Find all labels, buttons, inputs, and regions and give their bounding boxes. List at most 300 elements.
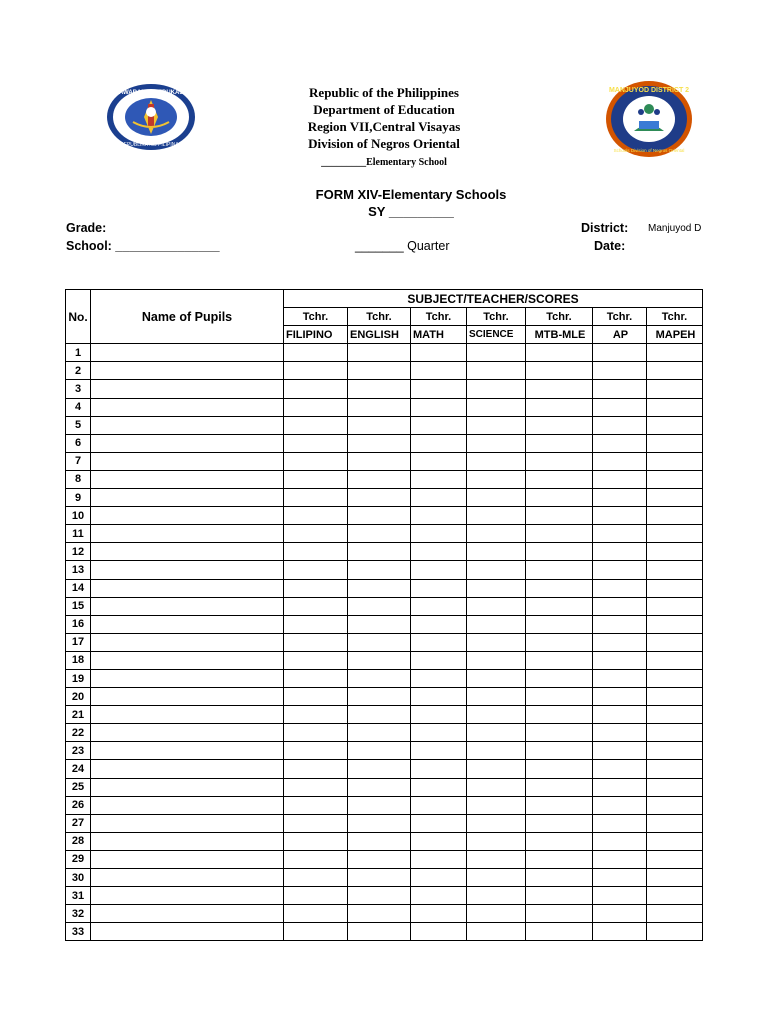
table-row bbox=[66, 615, 703, 633]
score-cell[interactable] bbox=[411, 706, 467, 724]
score-cell[interactable] bbox=[467, 362, 526, 380]
score-cell[interactable] bbox=[411, 543, 467, 561]
score-cell[interactable] bbox=[411, 778, 467, 796]
score-cell[interactable] bbox=[593, 507, 647, 525]
score-cell[interactable] bbox=[593, 362, 647, 380]
score-cell[interactable] bbox=[526, 434, 593, 452]
score-cell[interactable] bbox=[526, 706, 593, 724]
pupil-name-cell[interactable] bbox=[91, 651, 284, 669]
score-cell[interactable] bbox=[593, 344, 647, 362]
score-cell[interactable] bbox=[467, 470, 526, 488]
score-cell[interactable] bbox=[348, 796, 411, 814]
score-cell[interactable] bbox=[467, 760, 526, 778]
score-cell[interactable] bbox=[348, 887, 411, 905]
score-cell[interactable] bbox=[593, 869, 647, 887]
letterhead-republic: Republic of the Philippines bbox=[309, 85, 459, 100]
score-cell[interactable] bbox=[526, 688, 593, 706]
no-header: No. bbox=[66, 290, 91, 344]
score-cell[interactable] bbox=[593, 850, 647, 868]
score-cell[interactable] bbox=[593, 669, 647, 687]
score-cell[interactable] bbox=[526, 923, 593, 941]
score-cell[interactable] bbox=[284, 398, 348, 416]
score-cell[interactable] bbox=[467, 380, 526, 398]
table-row bbox=[66, 688, 703, 706]
score-cell[interactable] bbox=[348, 543, 411, 561]
score-cell[interactable] bbox=[411, 507, 467, 525]
pupil-name-cell[interactable] bbox=[91, 579, 284, 597]
score-cell[interactable] bbox=[348, 651, 411, 669]
score-cell[interactable] bbox=[467, 398, 526, 416]
score-cell[interactable] bbox=[467, 778, 526, 796]
score-cell[interactable] bbox=[526, 489, 593, 507]
score-cell[interactable] bbox=[467, 525, 526, 543]
score-cell[interactable] bbox=[467, 669, 526, 687]
score-cell[interactable] bbox=[348, 380, 411, 398]
pupil-name-cell[interactable] bbox=[91, 507, 284, 525]
score-cell[interactable] bbox=[467, 489, 526, 507]
score-cell[interactable] bbox=[593, 452, 647, 470]
score-cell[interactable] bbox=[526, 905, 593, 923]
score-cell[interactable] bbox=[348, 760, 411, 778]
score-cell[interactable] bbox=[647, 452, 703, 470]
score-cell[interactable] bbox=[647, 434, 703, 452]
score-cell[interactable] bbox=[593, 398, 647, 416]
district-value: Manjuyod D bbox=[648, 223, 702, 234]
score-cell[interactable] bbox=[284, 905, 348, 923]
score-cell[interactable] bbox=[526, 814, 593, 832]
score-cell[interactable] bbox=[348, 561, 411, 579]
score-cell[interactable] bbox=[647, 778, 703, 796]
score-cell[interactable] bbox=[348, 832, 411, 850]
score-cell[interactable] bbox=[284, 344, 348, 362]
row-number: 23 bbox=[66, 742, 91, 760]
score-cell[interactable] bbox=[647, 887, 703, 905]
score-cell[interactable] bbox=[348, 778, 411, 796]
score-cell[interactable] bbox=[411, 615, 467, 633]
score-cell[interactable] bbox=[348, 344, 411, 362]
score-cell[interactable] bbox=[526, 669, 593, 687]
score-cell[interactable] bbox=[593, 489, 647, 507]
score-cell[interactable] bbox=[647, 633, 703, 651]
score-cell[interactable] bbox=[647, 669, 703, 687]
score-cell[interactable] bbox=[284, 796, 348, 814]
pupil-name-cell[interactable] bbox=[91, 597, 284, 615]
score-cell[interactable] bbox=[526, 778, 593, 796]
score-cell[interactable] bbox=[593, 597, 647, 615]
score-cell[interactable] bbox=[526, 887, 593, 905]
score-cell[interactable] bbox=[284, 380, 348, 398]
score-cell[interactable] bbox=[348, 905, 411, 923]
score-cell[interactable] bbox=[348, 923, 411, 941]
score-cell[interactable] bbox=[284, 669, 348, 687]
score-cell[interactable] bbox=[411, 398, 467, 416]
pupil-name-cell[interactable] bbox=[91, 434, 284, 452]
score-cell[interactable] bbox=[526, 724, 593, 742]
score-cell[interactable] bbox=[467, 561, 526, 579]
pupil-name-cell[interactable] bbox=[91, 760, 284, 778]
score-cell[interactable] bbox=[411, 760, 467, 778]
score-cell[interactable] bbox=[593, 832, 647, 850]
score-cell[interactable] bbox=[526, 760, 593, 778]
row-number: 2 bbox=[66, 362, 91, 380]
score-cell[interactable] bbox=[647, 489, 703, 507]
score-cell[interactable] bbox=[526, 525, 593, 543]
pupil-name-cell[interactable] bbox=[91, 778, 284, 796]
score-cell[interactable] bbox=[284, 561, 348, 579]
pupil-name-cell[interactable] bbox=[91, 869, 284, 887]
score-cell[interactable] bbox=[348, 669, 411, 687]
score-cell[interactable] bbox=[526, 850, 593, 868]
score-cell[interactable] bbox=[411, 452, 467, 470]
score-cell[interactable] bbox=[348, 452, 411, 470]
score-cell[interactable] bbox=[348, 706, 411, 724]
score-cell[interactable] bbox=[348, 489, 411, 507]
score-cell[interactable] bbox=[411, 814, 467, 832]
score-cell[interactable] bbox=[284, 489, 348, 507]
pupil-name-cell[interactable] bbox=[91, 525, 284, 543]
score-cell[interactable] bbox=[467, 832, 526, 850]
score-cell[interactable] bbox=[467, 452, 526, 470]
score-cell[interactable] bbox=[411, 923, 467, 941]
score-cell[interactable] bbox=[647, 561, 703, 579]
pupil-name-cell[interactable] bbox=[91, 688, 284, 706]
score-cell[interactable] bbox=[284, 452, 348, 470]
score-cell[interactable] bbox=[647, 724, 703, 742]
score-cell[interactable] bbox=[647, 579, 703, 597]
score-cell[interactable] bbox=[647, 869, 703, 887]
score-cell[interactable] bbox=[284, 706, 348, 724]
score-cell[interactable] bbox=[467, 344, 526, 362]
pupil-name-cell[interactable] bbox=[91, 905, 284, 923]
score-cell[interactable] bbox=[647, 398, 703, 416]
score-cell[interactable] bbox=[411, 905, 467, 923]
score-cell[interactable] bbox=[526, 416, 593, 434]
score-cell[interactable] bbox=[647, 543, 703, 561]
score-cell[interactable] bbox=[348, 507, 411, 525]
score-cell[interactable] bbox=[647, 470, 703, 488]
pupil-name-cell[interactable] bbox=[91, 923, 284, 941]
subject-group-header: SUBJECT/TEACHER/SCORES bbox=[284, 290, 703, 308]
score-cell[interactable] bbox=[526, 398, 593, 416]
score-cell[interactable] bbox=[593, 742, 647, 760]
pupil-name-cell[interactable] bbox=[91, 452, 284, 470]
row-number: 30 bbox=[66, 869, 91, 887]
form-title: FORM XIV-Elementary Schools bbox=[315, 187, 507, 202]
score-cell[interactable] bbox=[467, 597, 526, 615]
score-cell[interactable] bbox=[647, 850, 703, 868]
teacher-label: Tchr. bbox=[593, 308, 647, 326]
score-cell[interactable] bbox=[411, 597, 467, 615]
score-cell[interactable] bbox=[593, 814, 647, 832]
score-cell[interactable] bbox=[647, 651, 703, 669]
score-cell[interactable] bbox=[526, 832, 593, 850]
score-cell[interactable] bbox=[526, 344, 593, 362]
row-number: 11 bbox=[66, 525, 91, 543]
pupil-name-cell[interactable] bbox=[91, 832, 284, 850]
score-cell[interactable] bbox=[467, 688, 526, 706]
score-cell[interactable] bbox=[647, 380, 703, 398]
score-cell[interactable] bbox=[467, 742, 526, 760]
score-cell[interactable] bbox=[647, 416, 703, 434]
name-header: Name of Pupils bbox=[91, 290, 284, 344]
score-cell[interactable] bbox=[593, 706, 647, 724]
score-cell[interactable] bbox=[411, 344, 467, 362]
score-cell[interactable] bbox=[526, 742, 593, 760]
score-cell[interactable] bbox=[526, 452, 593, 470]
score-cell[interactable] bbox=[593, 615, 647, 633]
score-cell[interactable] bbox=[411, 525, 467, 543]
score-cell[interactable] bbox=[284, 597, 348, 615]
score-cell[interactable] bbox=[348, 416, 411, 434]
subject-mtb-mle: MTB-MLE bbox=[526, 326, 593, 344]
score-cell[interactable] bbox=[526, 651, 593, 669]
pupil-name-cell[interactable] bbox=[91, 814, 284, 832]
score-cell[interactable] bbox=[467, 434, 526, 452]
score-cell[interactable] bbox=[593, 525, 647, 543]
pupil-name-cell[interactable] bbox=[91, 380, 284, 398]
score-cell[interactable] bbox=[647, 760, 703, 778]
score-cell[interactable] bbox=[593, 724, 647, 742]
score-cell[interactable] bbox=[348, 742, 411, 760]
table-row bbox=[66, 561, 703, 579]
score-cell[interactable] bbox=[411, 362, 467, 380]
score-cell[interactable] bbox=[593, 416, 647, 434]
score-cell[interactable] bbox=[593, 796, 647, 814]
score-cell[interactable] bbox=[526, 597, 593, 615]
score-cell[interactable] bbox=[348, 434, 411, 452]
score-cell[interactable] bbox=[411, 561, 467, 579]
pupil-name-cell[interactable] bbox=[91, 561, 284, 579]
score-cell[interactable] bbox=[284, 760, 348, 778]
score-cell[interactable] bbox=[647, 905, 703, 923]
pupil-name-cell[interactable] bbox=[91, 742, 284, 760]
pupil-name-cell[interactable] bbox=[91, 724, 284, 742]
score-cell[interactable] bbox=[526, 561, 593, 579]
score-cell[interactable] bbox=[284, 507, 348, 525]
pupil-name-cell[interactable] bbox=[91, 669, 284, 687]
score-cell[interactable] bbox=[467, 850, 526, 868]
score-cell[interactable] bbox=[411, 416, 467, 434]
pupil-name-cell[interactable] bbox=[91, 344, 284, 362]
pupil-name-cell[interactable] bbox=[91, 796, 284, 814]
table-row bbox=[66, 380, 703, 398]
score-cell[interactable] bbox=[526, 869, 593, 887]
table-row bbox=[66, 669, 703, 687]
score-cell[interactable] bbox=[467, 543, 526, 561]
row-number: 16 bbox=[66, 615, 91, 633]
svg-text:KAGAWARAN NG EDUKASYON: KAGAWARAN NG EDUKASYON bbox=[105, 90, 197, 96]
score-cell[interactable] bbox=[526, 579, 593, 597]
score-cell[interactable] bbox=[593, 434, 647, 452]
score-cell[interactable] bbox=[284, 579, 348, 597]
score-cell[interactable] bbox=[593, 778, 647, 796]
score-cell[interactable] bbox=[411, 651, 467, 669]
score-cell[interactable] bbox=[467, 615, 526, 633]
score-cell[interactable] bbox=[284, 869, 348, 887]
score-cell[interactable] bbox=[284, 434, 348, 452]
score-cell[interactable] bbox=[593, 905, 647, 923]
score-cell[interactable] bbox=[284, 651, 348, 669]
pupil-name-cell[interactable] bbox=[91, 398, 284, 416]
score-cell[interactable] bbox=[526, 470, 593, 488]
score-cell[interactable] bbox=[411, 850, 467, 868]
score-cell[interactable] bbox=[411, 688, 467, 706]
score-cell[interactable] bbox=[647, 923, 703, 941]
table-row bbox=[66, 814, 703, 832]
score-cell[interactable] bbox=[526, 796, 593, 814]
score-cell[interactable] bbox=[467, 706, 526, 724]
score-cell[interactable] bbox=[411, 869, 467, 887]
score-cell[interactable] bbox=[348, 398, 411, 416]
score-cell[interactable] bbox=[593, 760, 647, 778]
score-cell[interactable] bbox=[284, 633, 348, 651]
pupil-name-cell[interactable] bbox=[91, 543, 284, 561]
score-cell[interactable] bbox=[593, 651, 647, 669]
score-cell[interactable] bbox=[348, 615, 411, 633]
score-cell[interactable] bbox=[348, 597, 411, 615]
score-cell[interactable] bbox=[284, 470, 348, 488]
score-cell[interactable] bbox=[284, 814, 348, 832]
letterhead-school: _________Elementary School bbox=[321, 157, 447, 168]
pupil-name-cell[interactable] bbox=[91, 615, 284, 633]
score-cell[interactable] bbox=[647, 525, 703, 543]
score-cell[interactable] bbox=[284, 525, 348, 543]
pupil-name-cell[interactable] bbox=[91, 362, 284, 380]
score-cell[interactable] bbox=[593, 579, 647, 597]
score-cell[interactable] bbox=[647, 814, 703, 832]
score-cell[interactable] bbox=[284, 688, 348, 706]
score-cell[interactable] bbox=[467, 796, 526, 814]
score-cell[interactable] bbox=[411, 380, 467, 398]
score-cell[interactable] bbox=[284, 832, 348, 850]
pupil-name-cell[interactable] bbox=[91, 416, 284, 434]
score-cell[interactable] bbox=[284, 416, 348, 434]
row-number: 29 bbox=[66, 850, 91, 868]
score-cell[interactable] bbox=[348, 850, 411, 868]
score-cell[interactable] bbox=[526, 615, 593, 633]
score-cell[interactable] bbox=[647, 615, 703, 633]
score-cell[interactable] bbox=[467, 507, 526, 525]
score-cell[interactable] bbox=[526, 362, 593, 380]
score-cell[interactable] bbox=[593, 688, 647, 706]
score-cell[interactable] bbox=[467, 579, 526, 597]
score-cell[interactable] bbox=[526, 543, 593, 561]
score-cell[interactable] bbox=[411, 489, 467, 507]
score-cell[interactable] bbox=[647, 688, 703, 706]
score-cell[interactable] bbox=[284, 362, 348, 380]
score-cell[interactable] bbox=[411, 633, 467, 651]
score-cell[interactable] bbox=[348, 869, 411, 887]
score-cell[interactable] bbox=[411, 434, 467, 452]
row-number: 15 bbox=[66, 597, 91, 615]
score-cell[interactable] bbox=[411, 887, 467, 905]
score-cell[interactable] bbox=[593, 923, 647, 941]
score-cell[interactable] bbox=[284, 778, 348, 796]
score-cell[interactable] bbox=[526, 633, 593, 651]
pupil-name-cell[interactable] bbox=[91, 706, 284, 724]
score-cell[interactable] bbox=[467, 416, 526, 434]
score-cell[interactable] bbox=[593, 887, 647, 905]
score-cell[interactable] bbox=[411, 796, 467, 814]
row-number: 9 bbox=[66, 489, 91, 507]
score-cell[interactable] bbox=[411, 724, 467, 742]
score-table-container bbox=[65, 289, 703, 944]
score-cell[interactable] bbox=[526, 380, 593, 398]
score-cell[interactable] bbox=[348, 579, 411, 597]
score-cell[interactable] bbox=[348, 814, 411, 832]
score-cell[interactable] bbox=[467, 724, 526, 742]
score-cell[interactable] bbox=[593, 561, 647, 579]
score-cell[interactable] bbox=[467, 923, 526, 941]
score-cell[interactable] bbox=[647, 706, 703, 724]
score-cell[interactable] bbox=[467, 905, 526, 923]
score-cell[interactable] bbox=[526, 507, 593, 525]
score-cell[interactable] bbox=[348, 362, 411, 380]
table-row bbox=[66, 543, 703, 561]
score-table bbox=[65, 289, 703, 941]
score-cell[interactable] bbox=[284, 887, 348, 905]
score-cell[interactable] bbox=[467, 633, 526, 651]
score-cell[interactable] bbox=[467, 887, 526, 905]
letterhead-region: Region VII,Central Visayas bbox=[307, 119, 461, 134]
pupil-name-cell[interactable] bbox=[91, 489, 284, 507]
score-cell[interactable] bbox=[467, 651, 526, 669]
letterhead-division: Division of Negros Oriental bbox=[308, 136, 460, 151]
letterhead-department: Department of Education bbox=[313, 102, 455, 117]
row-number: 31 bbox=[66, 887, 91, 905]
score-cell[interactable] bbox=[647, 796, 703, 814]
score-cell[interactable] bbox=[284, 615, 348, 633]
score-cell[interactable] bbox=[467, 814, 526, 832]
score-cell[interactable] bbox=[593, 380, 647, 398]
score-cell[interactable] bbox=[348, 470, 411, 488]
score-cell[interactable] bbox=[284, 543, 348, 561]
score-cell[interactable] bbox=[467, 869, 526, 887]
score-cell[interactable] bbox=[284, 724, 348, 742]
score-cell[interactable] bbox=[411, 669, 467, 687]
row-number: 1 bbox=[66, 344, 91, 362]
score-cell[interactable] bbox=[411, 579, 467, 597]
pupil-name-cell[interactable] bbox=[91, 887, 284, 905]
score-cell[interactable] bbox=[348, 525, 411, 543]
score-cell[interactable] bbox=[647, 362, 703, 380]
table-row bbox=[66, 507, 703, 525]
score-cell[interactable] bbox=[647, 344, 703, 362]
score-cell[interactable] bbox=[348, 688, 411, 706]
score-cell[interactable] bbox=[411, 470, 467, 488]
score-cell[interactable] bbox=[647, 597, 703, 615]
pupil-name-cell[interactable] bbox=[91, 850, 284, 868]
pupil-name-cell[interactable] bbox=[91, 633, 284, 651]
score-cell[interactable] bbox=[284, 923, 348, 941]
score-cell[interactable] bbox=[647, 832, 703, 850]
score-cell[interactable] bbox=[284, 742, 348, 760]
score-cell[interactable] bbox=[348, 633, 411, 651]
score-cell[interactable] bbox=[593, 633, 647, 651]
score-cell[interactable] bbox=[411, 742, 467, 760]
score-cell[interactable] bbox=[593, 543, 647, 561]
score-cell[interactable] bbox=[647, 507, 703, 525]
table-row bbox=[66, 398, 703, 416]
score-cell[interactable] bbox=[411, 832, 467, 850]
pupil-name-cell[interactable] bbox=[91, 470, 284, 488]
score-cell[interactable] bbox=[284, 850, 348, 868]
score-cell[interactable] bbox=[593, 470, 647, 488]
score-cell[interactable] bbox=[647, 742, 703, 760]
row-number: 10 bbox=[66, 507, 91, 525]
score-cell[interactable] bbox=[348, 724, 411, 742]
table-row bbox=[66, 742, 703, 760]
